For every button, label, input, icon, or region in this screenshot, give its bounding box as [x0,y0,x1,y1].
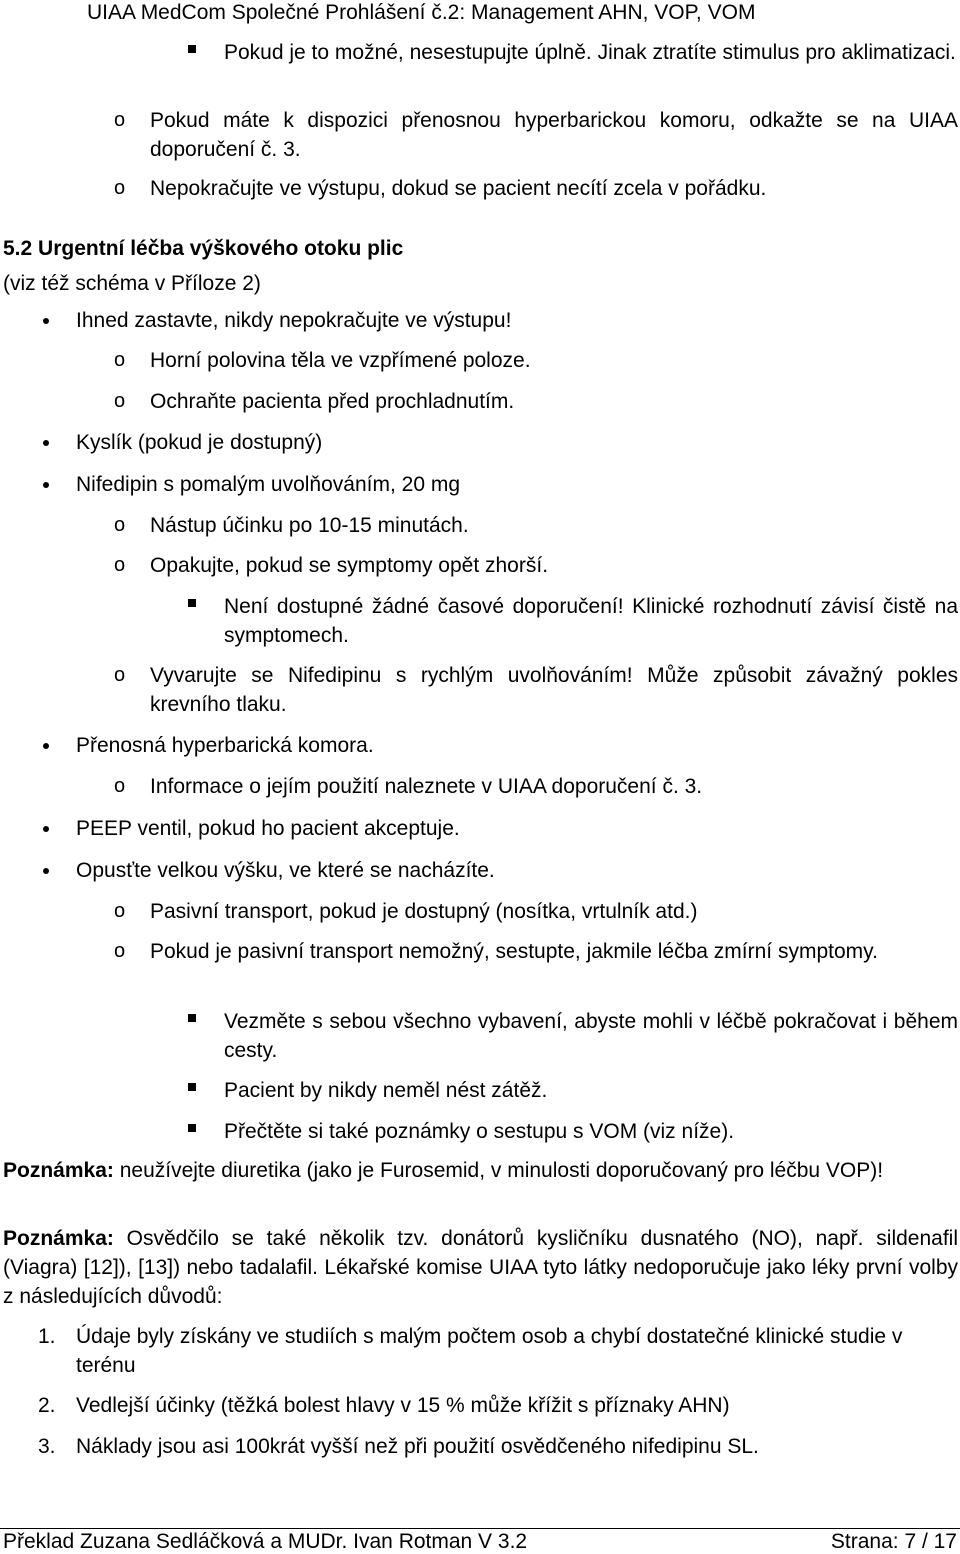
circle-bullet-icon: o [114,390,126,412]
square-bullet-icon [188,1124,196,1132]
list-item: Nástup účinku po 10-15 minutách. [150,514,469,537]
note-paragraph [3,1156,958,1185]
list-item: Informace o jejím použití naleznete v UIAA doporučení č. 3. [150,775,703,798]
list-item: Nifedipin s pomalým uvolňováním, 20 mg [76,473,461,496]
numbered-item: Vedlejší účinky (těžká bolest hlavy v 15 % může křížit s příznaky AHN) [76,1394,730,1417]
circle-bullet-icon: o [114,900,126,922]
page-footer [0,1528,960,1554]
square-bullet-icon [188,599,196,607]
list-item: Ihned zastavte, nikdy nepokračujte ve výstupu! [76,309,512,332]
dot-bullet-icon [43,440,49,446]
dot-bullet-icon [43,743,49,749]
square-bullet-icon [188,1083,196,1091]
circle-bullet-icon: o [114,554,126,576]
square-bullet-icon [188,45,196,53]
circle-bullet-icon: o [114,349,126,371]
list-number: 2. [38,1394,56,1417]
circle-bullet-icon: o [114,664,126,686]
numbered-item: Údaje byly získány ve studiích s malým počtem osob a chybí dostatečné klinické studie v terénu [76,1325,903,1377]
square-bullet-icon [188,1014,196,1022]
circle-bullet-icon: o [114,940,126,962]
dot-bullet-icon [43,868,49,874]
list-item: Přenosná hyperbarická komora. [76,734,374,757]
note-label: Poznámka: [3,1159,114,1182]
note-text: Osvědčilo se také několik tzv. donátorů kysličníku dusnatého (NO), např. sildenafil (Viagra) [12]), [13]) nebo tadalafil. Lékařské komise UIAA tyto látky nedoporučuje jako léky první volby z následujících důvodů: [3,1227,958,1308]
list-item: Opakujte, pokud se symptomy opět zhorší. [150,554,549,577]
list-item: Pokud je pasivní transport nemožný, sestupte, jakmile léčba zmírní symptomy. [150,940,878,963]
circle-bullet-icon: o [114,775,126,797]
list-number: 3. [38,1435,56,1458]
footer-credits: Překlad Zuzana Sedláčková a MUDr. Ivan Rotman V 3.2 [3,1530,528,1553]
page-header: UIAA MedCom Společné Prohlášení č.2: Management AHN, VOP, VOM [87,1,756,24]
list-item: Horní polovina těla ve vzpřímené poloze. [150,349,531,372]
list-item: Vezměte s sebou všechno vybavení, abyste mohli v léčbě pokračovat i během cesty. [224,1010,958,1062]
note-text: neužívejte diuretika (jako je Furosemid, v minulosti doporučovaný pro léčbu VOP)! [119,1159,884,1182]
list-number: 1. [38,1325,56,1348]
list-item: Kyslík (pokud je dostupný) [76,431,323,454]
list-item: PEEP ventil, pokud ho pacient akceptuje. [76,817,460,840]
list-item: Přečtěte si také poznámky o sestupu s VOM (viz níže). [224,1120,735,1143]
section-subheading: (viz též schéma v Příloze 2) [3,272,261,295]
circle-bullet-icon: o [114,109,126,131]
dot-bullet-icon [43,826,49,832]
list-item: Pokud je to možné, nesestupujte úplně. Jinak ztratíte stimulus pro aklimatizaci. [224,41,956,64]
list-item: Pasivní transport, pokud je dostupný (nosítka, vrtulník atd.) [150,900,698,923]
list-item: Pokud máte k dispozici přenosnou hyperbarickou komoru, odkažte se na UIAA doporučení č. 3. [150,109,958,161]
list-item: Vyvarujte se Nifedipinu s rychlým uvolňováním! Může způsobit závažný pokles krevního tlaku. [150,664,958,716]
numbered-item: Náklady jsou asi 100krát vyšší než při použití osvědčeného nifedipinu SL. [76,1435,759,1458]
dot-bullet-icon [43,482,49,488]
list-item: Opusťte velkou výšku, ve které se nacházíte. [76,859,495,882]
note-paragraph [3,1224,958,1311]
list-item: Není dostupné žádné časové doporučení! Klinické rozhodnutí závisí čistě na symptomech. [224,595,958,647]
circle-bullet-icon: o [114,514,126,536]
circle-bullet-icon: o [114,177,126,199]
page-number: Strana: 7 / 17 [830,1530,957,1553]
dot-bullet-icon [43,318,49,324]
note-label: Poznámka: [3,1227,114,1250]
list-item: Ochraňte pacienta před prochladnutím. [150,390,515,413]
list-item: Nepokračujte ve výstupu, dokud se pacient necítí zcela v pořádku. [150,177,767,200]
section-heading: 5.2 Urgentní léčba výškového otoku plic [3,237,404,260]
list-item: Pacient by nikdy neměl nést zátěž. [224,1079,548,1102]
